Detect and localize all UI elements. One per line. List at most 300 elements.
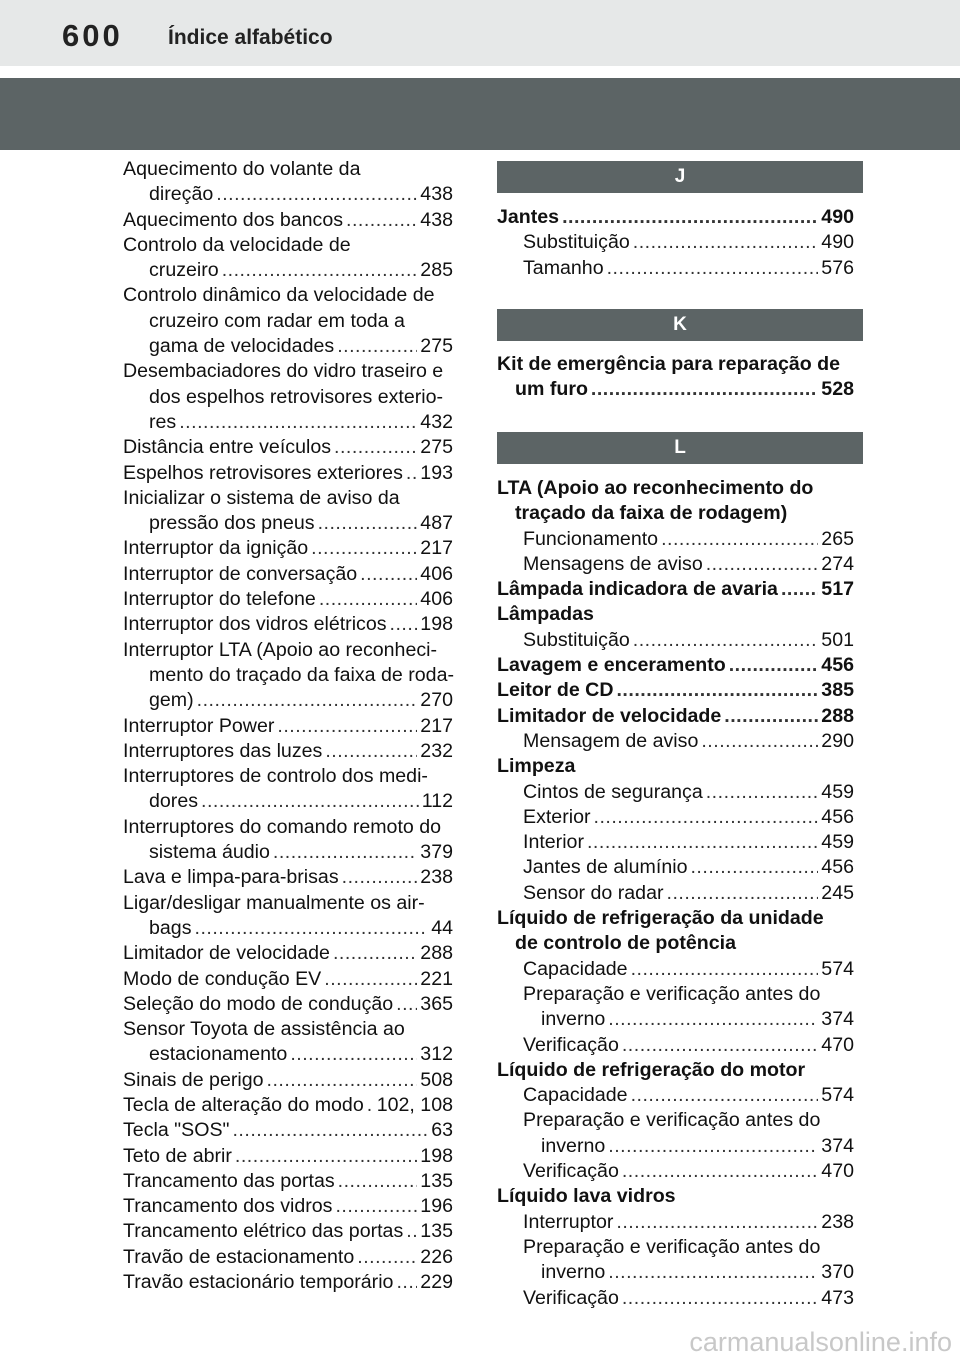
index-entry xyxy=(497,1159,854,1184)
dot-leader xyxy=(591,377,818,402)
entry-line xyxy=(123,612,453,637)
entry-line xyxy=(123,1068,453,1093)
entry-page-number: 196 xyxy=(420,1195,453,1218)
entry-text: Trancamento das portas xyxy=(123,1169,335,1192)
dot-leader xyxy=(633,628,819,653)
dot-leader xyxy=(216,182,417,207)
dot-leader xyxy=(357,1245,417,1270)
entry-page-number: 217 xyxy=(420,537,453,560)
entry-page-number: 456 xyxy=(821,805,854,828)
entry-line xyxy=(123,587,453,612)
entry-text: Teto de abrir xyxy=(123,1144,232,1167)
entry-line xyxy=(497,653,854,678)
entry-line xyxy=(123,1194,453,1219)
entry-text: direção xyxy=(149,183,214,206)
entry-text: pressão dos pneus xyxy=(149,512,315,535)
dot-leader xyxy=(701,729,818,754)
entry-text: Limitador de velocidade xyxy=(123,942,330,965)
entry-page-number: 487 xyxy=(420,512,453,535)
entry-line xyxy=(123,1219,453,1244)
entry-page-number: 528 xyxy=(821,378,854,401)
entry-text: Tecla de alteração do modo xyxy=(123,1093,364,1116)
entry-text: Kit de emergência para reparação de xyxy=(497,353,841,375)
entry-page-number: 374 xyxy=(821,1134,854,1157)
index-entry xyxy=(123,739,453,764)
entry-text: mento do traçado da faixa de roda- xyxy=(149,663,454,686)
dot-leader xyxy=(607,256,819,281)
entry-text: Interruptor LTA (Apoio ao reconheci- xyxy=(123,638,438,661)
index-entry xyxy=(123,1144,453,1169)
index-entry xyxy=(497,1108,854,1159)
entry-line xyxy=(123,1169,453,1194)
dot-leader xyxy=(390,612,418,637)
entry-text: bags xyxy=(149,916,192,939)
index-section-j xyxy=(497,205,854,281)
dot-leader xyxy=(367,1093,374,1118)
entry-line xyxy=(123,1093,453,1118)
index-entry xyxy=(123,208,453,233)
entry-text: Capacidade xyxy=(523,957,628,980)
section-head-j: J xyxy=(497,161,863,193)
entry-page-number: 312 xyxy=(420,1043,453,1066)
entry-page-number: 238 xyxy=(420,866,453,889)
entry-page-number: 274 xyxy=(821,552,854,575)
entry-page-number: 470 xyxy=(821,1160,854,1183)
entry-text: Tamanho xyxy=(523,256,604,279)
entry-page-number: 456 xyxy=(821,654,854,677)
index-entry xyxy=(497,780,854,805)
entry-line xyxy=(123,941,453,966)
index-entry xyxy=(497,855,854,880)
dot-leader xyxy=(622,1159,818,1184)
entry-text: Trancamento dos vidros xyxy=(123,1195,333,1218)
dot-leader xyxy=(337,334,417,359)
entry-text: gem) xyxy=(149,689,194,712)
entry-text: estacionamento xyxy=(149,1043,288,1066)
entry-text: Lavagem e enceramento xyxy=(497,654,726,677)
entry-text: Limpeza xyxy=(497,755,576,778)
entry-text: Interruptor do telefone xyxy=(123,588,316,611)
entry-text: Interruptor xyxy=(523,1210,614,1233)
section-head-k: K xyxy=(497,309,863,341)
entry-page-number: 432 xyxy=(420,410,453,433)
entry-text: Modo de condução EV xyxy=(123,967,322,990)
entry-line xyxy=(497,729,854,754)
entry-line xyxy=(123,1118,453,1143)
entry-line xyxy=(123,789,453,814)
entry-line xyxy=(497,830,854,855)
watermark: carmanualsonline.info xyxy=(689,1327,952,1357)
entry-text: Lava e limpa-para-brisas xyxy=(123,866,339,889)
dot-leader xyxy=(201,789,419,814)
entry-line xyxy=(497,1159,854,1184)
index-entry xyxy=(497,982,854,1033)
entry-line xyxy=(497,552,854,577)
index-entry xyxy=(123,536,453,561)
index-entry xyxy=(497,1235,854,1286)
dot-leader xyxy=(360,562,417,587)
index-entry xyxy=(123,815,453,866)
entry-page-number: 490 xyxy=(821,206,854,228)
entry-page-number: 229 xyxy=(420,1271,453,1294)
index-entry xyxy=(123,714,453,739)
entry-page-number: 275 xyxy=(420,436,453,459)
index-entry xyxy=(497,906,854,957)
entry-page-number: 470 xyxy=(821,1033,854,1056)
dot-leader xyxy=(608,1260,818,1285)
dot-leader xyxy=(324,967,417,992)
entry-text: Sensor Toyota de assistência ao xyxy=(123,1018,405,1041)
index-entry xyxy=(123,486,453,537)
entry-text: Controlo dinâmico da velocidade de xyxy=(123,284,435,307)
entry-text: LTA (Apoio ao reconhecimento do xyxy=(497,477,814,499)
entry-line xyxy=(123,714,453,739)
index-entry xyxy=(123,638,453,714)
entry-line xyxy=(123,258,453,283)
dot-leader xyxy=(319,587,417,612)
dot-leader xyxy=(396,1270,417,1295)
index-entry xyxy=(123,1017,453,1068)
entry-page-number: 374 xyxy=(821,1008,854,1031)
entry-page-number: 270 xyxy=(420,689,453,712)
index-entry xyxy=(497,230,854,255)
index-entry xyxy=(497,704,854,729)
dot-leader xyxy=(333,941,417,966)
entry-page-number: 245 xyxy=(821,881,854,904)
entry-page-number: 473 xyxy=(821,1286,854,1309)
index-entry xyxy=(497,1058,854,1083)
index-entry xyxy=(497,628,854,653)
entry-page-number: 576 xyxy=(821,256,854,279)
dot-leader xyxy=(311,536,417,561)
entry-line xyxy=(123,840,453,865)
entry-text: Interruptores de controlo dos medi- xyxy=(123,765,428,788)
index-entry xyxy=(123,1118,453,1143)
entry-line xyxy=(497,205,854,230)
index-entry xyxy=(123,587,453,612)
entry-page-number: 290 xyxy=(821,729,854,752)
entry-text: Mensagens de aviso xyxy=(523,552,703,575)
entry-text: Limitador de velocidade xyxy=(497,704,722,727)
entry-page-number: 238 xyxy=(821,1210,854,1233)
index-entry xyxy=(123,865,453,890)
entry-text: Jantes de alumínio xyxy=(523,856,688,879)
entry-text: Trancamento elétrico das portas xyxy=(123,1220,404,1243)
entry-text: Interruptor Power xyxy=(123,714,275,737)
index-entry xyxy=(123,283,453,359)
entry-text: gama de velocidades xyxy=(149,335,335,358)
page-number: 600 xyxy=(62,18,123,53)
entry-page-number: 508 xyxy=(420,1068,453,1091)
index-entry xyxy=(497,1184,854,1209)
entry-text: Verificação xyxy=(523,1033,619,1056)
index-entry xyxy=(123,1245,453,1270)
entry-page-number: 288 xyxy=(420,942,453,965)
entry-page-number: 217 xyxy=(420,714,453,737)
entry-line xyxy=(497,1033,854,1058)
entry-text: dores xyxy=(149,790,199,813)
dot-leader xyxy=(267,1068,418,1093)
entry-line xyxy=(497,1083,854,1108)
entry-page-number: 370 xyxy=(821,1261,854,1284)
entry-text: Capacidade xyxy=(523,1084,628,1107)
entry-line xyxy=(123,461,453,486)
dot-leader xyxy=(706,780,819,805)
dot-leader xyxy=(633,230,819,255)
dot-leader xyxy=(396,992,417,1017)
dot-leader xyxy=(587,830,818,855)
dot-leader xyxy=(729,653,819,678)
index-entry xyxy=(497,256,854,281)
entry-page-number: 501 xyxy=(821,628,854,651)
dot-leader xyxy=(706,552,819,577)
dot-leader xyxy=(335,1194,417,1219)
entry-text: traçado da faixa de rodagem) xyxy=(515,502,788,525)
entry-text: Sensor do radar xyxy=(523,881,664,904)
index-entry xyxy=(123,1270,453,1295)
entry-line xyxy=(497,957,854,982)
entry-text: Jantes xyxy=(497,206,560,228)
entry-line xyxy=(123,536,453,561)
section-title: Índice alfabético xyxy=(168,26,333,49)
entry-page-number: 44 xyxy=(431,916,453,939)
index-left-column xyxy=(123,157,453,1295)
index-entry xyxy=(497,957,854,982)
dot-leader xyxy=(290,1042,417,1067)
index-entry xyxy=(123,435,453,460)
dot-leader xyxy=(342,865,418,890)
index-entry xyxy=(123,1169,453,1194)
entry-text: Interruptores do comando remoto do xyxy=(123,815,442,838)
entry-text: Substituição xyxy=(523,628,630,651)
entry-text: de controlo de potência xyxy=(515,932,736,955)
entry-page-number: 385 xyxy=(821,679,854,702)
entry-page-number: 288 xyxy=(821,704,854,727)
dot-leader xyxy=(622,1286,818,1311)
dot-leader xyxy=(616,678,818,703)
entry-text: dos espelhos retrovisores exterio- xyxy=(149,385,444,408)
entry-text: Distância entre veículos xyxy=(123,436,332,459)
entry-line xyxy=(123,208,453,233)
dot-leader xyxy=(338,1169,418,1194)
entry-line xyxy=(497,1007,854,1032)
index-entry xyxy=(497,754,854,779)
entry-text: Preparação e verificação antes do xyxy=(523,982,821,1005)
entry-text: Substituição xyxy=(523,231,630,254)
entry-page-number: 406 xyxy=(420,588,453,611)
dot-leader xyxy=(781,577,818,602)
entry-text: Interruptor de conversação xyxy=(123,562,358,585)
entry-text: Lâmpada indicadora de avaria xyxy=(497,578,778,601)
entry-text: Verificação xyxy=(523,1160,619,1183)
entry-text: Travão estacionário temporário xyxy=(123,1271,394,1294)
entry-text: Mensagem de aviso xyxy=(523,729,699,752)
entry-line xyxy=(123,916,453,941)
entry-page-number: 112 xyxy=(421,790,453,813)
dot-leader xyxy=(195,916,429,941)
entry-page-number: 135 xyxy=(420,1169,453,1192)
entry-page-number: 365 xyxy=(420,992,453,1015)
entry-text: sistema áudio xyxy=(149,841,270,864)
dot-leader xyxy=(690,855,818,880)
entry-line xyxy=(123,182,453,207)
entry-page-number: 438 xyxy=(420,183,453,206)
entry-text: Desembaciadores do vidro traseiro e xyxy=(123,360,444,383)
index-entry xyxy=(497,1210,854,1235)
entry-page-number: 198 xyxy=(420,1144,453,1167)
entry-page-number: 459 xyxy=(821,780,854,803)
entry-line xyxy=(123,688,453,713)
entry-line xyxy=(497,678,854,703)
entry-page-number: 574 xyxy=(821,957,854,980)
dot-leader xyxy=(179,410,417,435)
index-entry xyxy=(497,205,854,230)
entry-text: Interruptor da ignição xyxy=(123,537,309,560)
dot-leader xyxy=(232,1118,428,1143)
entry-text: Interruptor dos vidros elétricos xyxy=(123,613,387,636)
entry-page-number: 517 xyxy=(821,578,854,601)
entry-page-number: 102, 108 xyxy=(376,1093,453,1116)
dot-leader xyxy=(661,527,818,552)
entry-line xyxy=(497,1286,854,1311)
entry-text: Espelhos retrovisores exteriores xyxy=(123,461,403,484)
entry-text: res xyxy=(149,410,177,433)
index-entry xyxy=(123,157,453,208)
index-entry xyxy=(497,729,854,754)
dot-leader xyxy=(222,258,418,283)
index-entry xyxy=(497,1286,854,1311)
index-entry xyxy=(497,352,854,403)
dot-leader xyxy=(631,957,819,982)
index-entry xyxy=(497,653,854,678)
entry-text: Preparação e verificação antes do xyxy=(523,1109,821,1132)
entry-line xyxy=(497,1260,854,1285)
entry-line xyxy=(123,967,453,992)
entry-line xyxy=(123,1270,453,1295)
entry-line xyxy=(497,628,854,653)
dot-leader xyxy=(346,208,417,233)
dot-leader xyxy=(616,1210,818,1235)
entry-line xyxy=(123,739,453,764)
entry-line xyxy=(497,1210,854,1235)
entry-page-number: 406 xyxy=(420,562,453,585)
dot-leader xyxy=(406,1219,417,1244)
entry-text: um furo xyxy=(515,378,588,401)
entry-text: Cintos de segurança xyxy=(523,780,703,803)
dot-leader xyxy=(608,1134,818,1159)
entry-line xyxy=(497,377,854,402)
entry-line xyxy=(497,780,854,805)
index-entry xyxy=(123,359,453,435)
entry-page-number: 285 xyxy=(420,259,453,282)
index-entry xyxy=(123,612,453,637)
entry-line xyxy=(123,410,453,435)
entry-text: Exterior xyxy=(523,805,591,828)
dot-leader xyxy=(594,805,819,830)
entry-text: Funcionamento xyxy=(523,527,659,550)
entry-text: Sinais de perigo xyxy=(123,1068,264,1091)
index-entry xyxy=(123,764,453,815)
entry-text: inverno xyxy=(541,1261,606,1284)
entry-text: Líquido lava vidros xyxy=(497,1185,676,1208)
dot-leader xyxy=(197,688,418,713)
entry-page-number: 438 xyxy=(420,208,453,231)
entry-page-number: 135 xyxy=(420,1220,453,1243)
entry-text: Ligar/desligar manualmente os air- xyxy=(123,891,425,914)
entry-page-number: 232 xyxy=(420,739,453,762)
index-entry xyxy=(497,678,854,703)
header-band xyxy=(0,78,960,150)
dot-leader xyxy=(273,840,417,865)
entry-page-number: 490 xyxy=(821,231,854,254)
entry-text: Seleção do modo de condução xyxy=(123,992,394,1015)
entry-line xyxy=(497,527,854,552)
entry-line xyxy=(123,334,453,359)
entry-text: Aquecimento do volante da xyxy=(123,158,361,180)
dot-leader xyxy=(622,1033,818,1058)
index-entry xyxy=(497,881,854,906)
entry-text: Leitor de CD xyxy=(497,679,614,702)
entry-line xyxy=(123,1144,453,1169)
index-entry xyxy=(123,891,453,942)
entry-text: Interior xyxy=(523,831,584,854)
entry-line xyxy=(497,881,854,906)
index-entry xyxy=(497,830,854,855)
index-entry xyxy=(497,527,854,552)
dot-leader xyxy=(608,1007,818,1032)
entry-line xyxy=(497,577,854,602)
entry-text: Controlo da velocidade de xyxy=(123,233,351,256)
index-section-l xyxy=(497,476,854,1311)
entry-line xyxy=(123,511,453,536)
entry-text: Preparação e verificação antes do xyxy=(523,1235,821,1258)
entry-page-number: 275 xyxy=(420,335,453,358)
entry-page-number: 574 xyxy=(821,1084,854,1107)
entry-text: inverno xyxy=(541,1008,606,1031)
entry-line xyxy=(123,1245,453,1270)
entry-line xyxy=(497,230,854,255)
section-head-l: L xyxy=(497,432,863,464)
entry-line xyxy=(497,256,854,281)
entry-text: Inicializar o sistema de aviso da xyxy=(123,486,400,509)
dot-leader xyxy=(406,461,417,486)
entry-page-number: 193 xyxy=(420,461,453,484)
index-entry xyxy=(497,805,854,830)
entry-text: cruzeiro com radar em toda a xyxy=(149,309,405,332)
entry-text: Líquido de refrigeração da unidade xyxy=(497,907,824,930)
entry-text: cruzeiro xyxy=(149,259,219,282)
dot-leader xyxy=(235,1144,417,1169)
entry-text: Verificação xyxy=(523,1286,619,1309)
entry-line xyxy=(123,1042,453,1067)
index-entry xyxy=(123,461,453,486)
index-entry xyxy=(497,602,854,627)
index-section-k xyxy=(497,352,854,403)
index-entry xyxy=(497,552,854,577)
entry-line xyxy=(497,1134,854,1159)
entry-text: Interruptores das luzes xyxy=(123,739,323,762)
entry-page-number: 265 xyxy=(821,527,854,550)
index-entry xyxy=(497,577,854,602)
dot-leader xyxy=(325,739,417,764)
index-entry xyxy=(123,1194,453,1219)
index-entry xyxy=(123,992,453,1017)
entry-text: Travão de estacionamento xyxy=(123,1245,355,1268)
dot-leader xyxy=(334,435,417,460)
index-entry xyxy=(123,562,453,587)
dot-leader xyxy=(724,704,818,729)
entry-page-number: 226 xyxy=(420,1245,453,1268)
